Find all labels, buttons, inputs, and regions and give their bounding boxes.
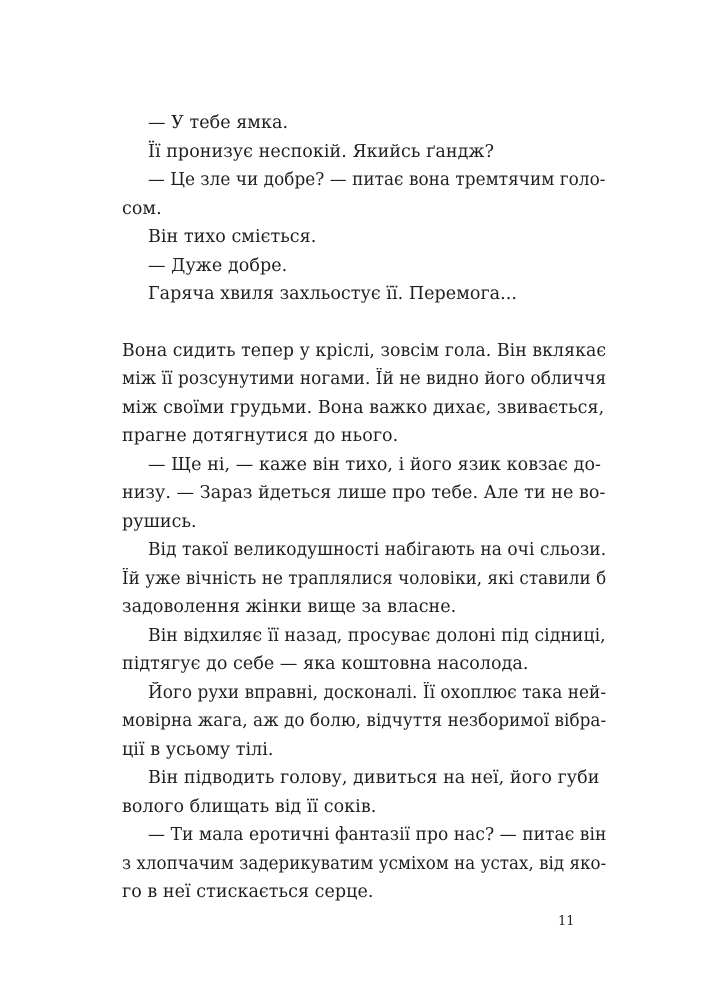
text-line: Їй уже вічність не траплялися чоловіки, які ставили б — [122, 569, 607, 589]
text-line: прагне дотягнутися до нього. — [122, 426, 399, 446]
text-line: — Дуже добре. — [148, 256, 288, 276]
text-line: з хлопчачим задерикуватим усміхом на устах, від яко- — [122, 854, 607, 874]
text-line: — Ти мала еротичні фантазії про нас? — питає він — [148, 825, 607, 845]
text-line: мовірна жага, аж до болю, відчуття незборимої вібра- — [122, 711, 607, 731]
text-line: задоволення жінки вище за власне. — [122, 597, 457, 617]
text-line: Вона сидить тепер у кріслі, зовсім гола. Він вклякає — [122, 341, 607, 361]
text-line: підтягує до себе — яка коштовна насолода. — [122, 654, 529, 674]
text-line: Гаряча хвиля захльостує її. Перемога... — [148, 284, 517, 304]
text-line: рушись. — [122, 512, 197, 532]
text-line: Його рухи вправні, досконалі. Її охоплює така ней- — [148, 683, 607, 703]
text-line: Її пронизує неспокій. Якийсь ґандж? — [148, 142, 494, 162]
page-number: 11 — [558, 914, 575, 929]
text-line: Він підводить голову, дивиться на неї, його губи — [148, 768, 600, 788]
text-line: сом. — [122, 199, 162, 219]
text-line: — Ще ні, — каже він тихо, і його язик ковзає до- — [148, 455, 602, 475]
text-line: го в неї стискається серце. — [122, 882, 374, 902]
text-line: низу. — Зараз йдеться лише про тебе. Але ти не во- — [122, 483, 606, 503]
text-line: між її розсунутими ногами. Їй не видно його обличчя — [122, 369, 607, 389]
text-line: Він тихо сміється. — [148, 227, 317, 247]
text-line: Він відхиляє її назад, просуває долоні під сідниці, — [148, 626, 606, 646]
text-line: волого блищать від її соків. — [122, 797, 377, 817]
text-line: — У тебе ямка. — [148, 113, 289, 133]
text-line: між своїми грудьми. Вона важко дихає, звивається, — [122, 398, 605, 418]
text-line: ції в усьому тілі. — [122, 740, 274, 760]
text-line: Від такої великодушності набігають на очі сльози. — [148, 540, 607, 560]
text-line: — Це зле чи добре? — питає вона тремтячим голо- — [148, 170, 606, 190]
